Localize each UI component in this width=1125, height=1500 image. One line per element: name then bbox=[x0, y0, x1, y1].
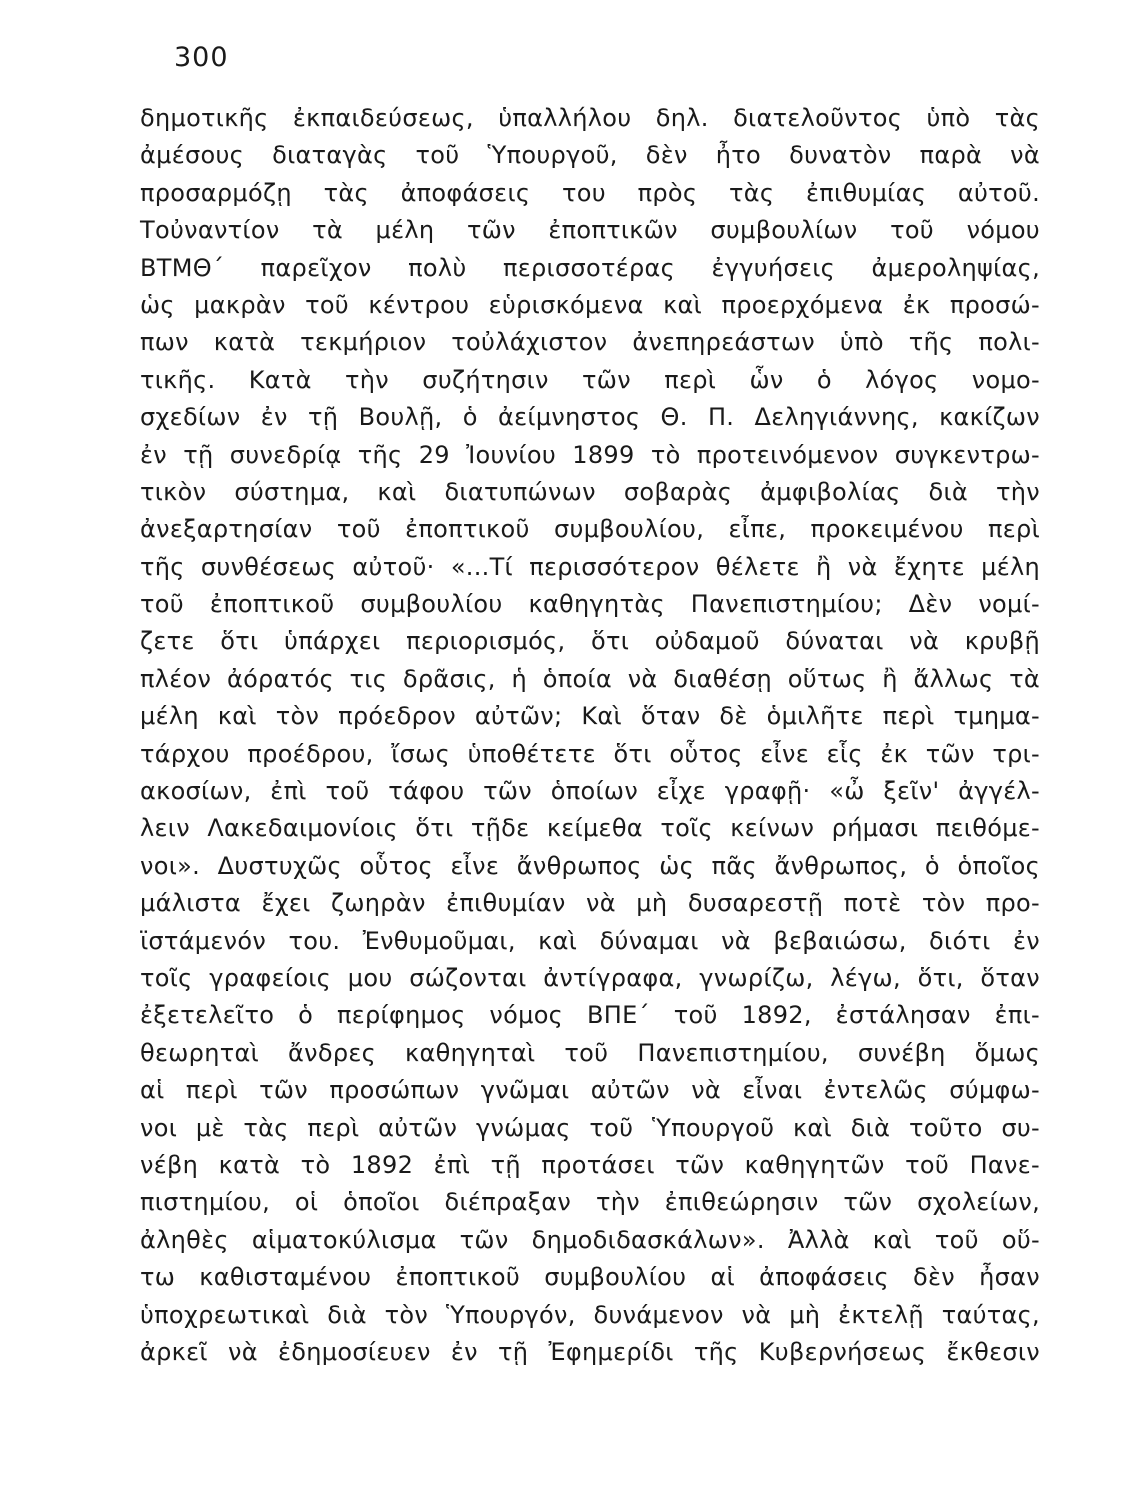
text-line: ἐν τῇ συνεδρίᾳ τῆς 29 Ἰουνίου 1899 τὸ προτεινόμενον συγκεντρω- bbox=[140, 440, 1040, 469]
text-line: τοῖς γραφείοις μου σώζονται ἀντίγραφα, γνωρίζω, λέγω, ὅτι, ὅταν bbox=[140, 963, 1040, 992]
text-line: ὡς μακρὰν τοῦ κέντρου εὑρισκόμενα καὶ προερχόμενα ἐκ προσώ- bbox=[140, 290, 1040, 319]
text-line: ϊστάμενόν του. Ἐνθυμοῦμαι, καὶ δύναμαι νὰ βεβαιώσω, διότι ἐν bbox=[140, 926, 1040, 955]
text-line: αἱ περὶ τῶν προσώπων γνῶμαι αὐτῶν νὰ εἶναι ἐντελῶς σύμφω- bbox=[140, 1076, 1040, 1105]
text-line: νέβη κατὰ τὸ 1892 ἐπὶ τῇ προτάσει τῶν καθηγητῶν τοῦ Πανε- bbox=[140, 1150, 1040, 1179]
text-line: ἀνεξαρτησίαν τοῦ ἐποπτικοῦ συμβουλίου, εἶπε, προκειμένου περὶ bbox=[140, 515, 1040, 544]
text-line: πων κατὰ τεκμήριον τοὐλάχιστον ἀνεπηρεάστων ὑπὸ τῆς πολι- bbox=[140, 328, 1040, 357]
text-line: λειν Λακεδαιμονίοις ὅτι τῇδε κείμεθα τοῖς κείνων ρήμασι πειθόμε- bbox=[140, 814, 1040, 843]
text-line: ἀληθὲς αἱματοκύλισμα τῶν δημοδιδασκάλων». Ἀλλὰ καὶ τοῦ οὕ- bbox=[140, 1225, 1040, 1254]
text-line: τῆς συνθέσεως αὐτοῦ· «...Τί περισσότερον θέλετε ἢ νὰ ἔχητε μέλη bbox=[140, 552, 1040, 581]
text-line: τικὸν σύστημα, καὶ διατυπώνων σοβαρὰς ἀμφιβολίας διὰ τὴν bbox=[140, 477, 1040, 506]
text-line: τάρχου προέδρου, ἴσως ὑποθέτετε ὅτι οὗτος εἶνε εἷς ἐκ τῶν τρι- bbox=[140, 739, 1040, 768]
text-line: ἐξετελεῖτο ὁ περίφημος νόμος ΒΠΕ΄ τοῦ 1892, ἐστάλησαν ἐπι- bbox=[140, 1001, 1040, 1030]
text-line: πλέον ἀόρατός τις δρᾶσις, ἡ ὁποία νὰ διαθέσῃ οὕτως ἢ ἄλλως τὰ bbox=[140, 664, 1040, 693]
text-line: τοῦ ἐποπτικοῦ συμβουλίου καθηγητὰς Πανεπιστημίου; Δὲν νομί- bbox=[140, 590, 1040, 619]
text-line: ΒΤΜΘ΄ παρεῖχον πολὺ περισσοτέρας ἐγγυήσεις ἀμεροληψίας, bbox=[140, 253, 1040, 282]
text-line: ακοσίων, ἐπὶ τοῦ τάφου τῶν ὁποίων εἶχε γραφῇ· «ὦ ξεῖν' ἀγγέλ- bbox=[140, 777, 1040, 806]
text-line: ἀρκεῖ νὰ ἐδημοσίευεν ἐν τῇ Ἐφημερίδι τῆς Κυβερνήσεως ἔκθεσιν bbox=[140, 1337, 1040, 1366]
text-line: σχεδίων ἐν τῇ Βουλῇ, ὁ ἀείμνηστος Θ. Π. Δεληγιάννης, κακίζων bbox=[140, 403, 1040, 432]
body-text bbox=[140, 100, 1040, 1371]
text-line: μέλη καὶ τὸν πρόεδρον αὐτῶν; Καὶ ὅταν δὲ ὁμιλῆτε περὶ τμημα- bbox=[140, 702, 1040, 731]
text-line: ὑποχρεωτικαὶ διὰ τὸν Ὑπουργόν, δυνάμενον νὰ μὴ ἐκτελῇ ταύτας, bbox=[140, 1300, 1040, 1329]
text-line: δημοτικῆς ἐκπαιδεύσεως, ὑπαλλήλου δηλ. διατελοῦντος ὑπὸ τὰς bbox=[140, 104, 1040, 132]
text-line: νοι μὲ τὰς περὶ αὐτῶν γνώμας τοῦ Ὑπουργοῦ καὶ διὰ τοῦτο συ- bbox=[140, 1113, 1040, 1142]
text-line: νοι». Δυστυχῶς οὗτος εἶνε ἄνθρωπος ὡς πᾶς ἄνθρωπος, ὁ ὁποῖος bbox=[140, 851, 1040, 880]
text-line: πιστημίου, οἱ ὁποῖοι διέπραξαν τὴν ἐπιθεώρησιν τῶν σχολείων, bbox=[140, 1188, 1040, 1217]
text-line: ζετε ὅτι ὑπάρχει περιορισμός, ὅτι οὐδαμοῦ δύναται νὰ κρυβῇ bbox=[140, 627, 1040, 656]
text-line: θεωρηταὶ ἄνδρες καθηγηταὶ τοῦ Πανεπιστημίου, συνέβη ὅμως bbox=[140, 1038, 1040, 1067]
text-line: τικῆς. Κατὰ τὴν συζήτησιν τῶν περὶ ὧν ὁ λόγος νομο- bbox=[140, 365, 1040, 394]
page-number: 300 bbox=[174, 42, 229, 73]
text-line: προσαρμόζῃ τὰς ἀποφάσεις του πρὸς τὰς ἐπιθυμίας αὐτοῦ. bbox=[140, 178, 1040, 207]
text-line: Τοὐναντίον τὰ μέλη τῶν ἐποπτικῶν συμβουλίων τοῦ νόμου bbox=[140, 216, 1040, 245]
text-line: μάλιστα ἔχει ζωηρὰν ἐπιθυμίαν νὰ μὴ δυσαρεστῇ ποτὲ τὸν προ- bbox=[140, 889, 1040, 918]
text-line: τω καθισταμένου ἐποπτικοῦ συμβουλίου αἱ ἀποφάσεις δὲν ἦσαν bbox=[140, 1263, 1040, 1292]
text-line: ἀμέσους διαταγὰς τοῦ Ὑπουργοῦ, δὲν ἦτο δυνατὸν παρὰ νὰ bbox=[140, 141, 1040, 170]
